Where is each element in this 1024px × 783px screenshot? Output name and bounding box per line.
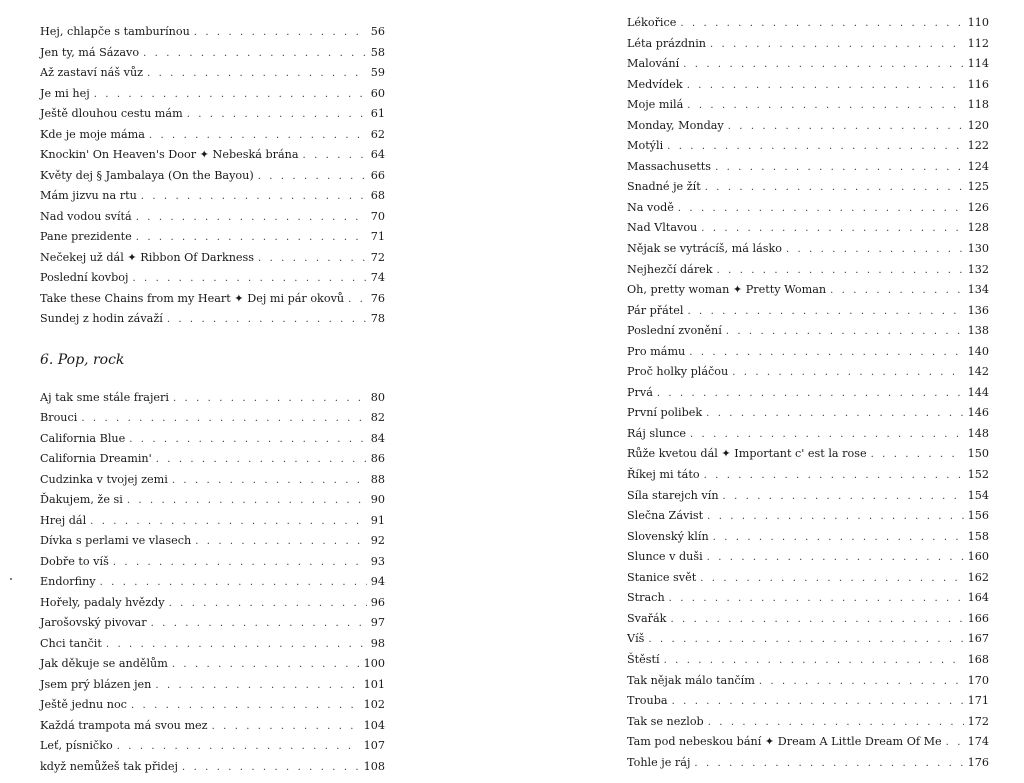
- toc-entry-page-number: 144: [967, 385, 989, 399]
- dot-leader: [680, 14, 963, 35]
- toc-entry-title: Motýli: [627, 139, 664, 153]
- stray-mark: [10, 578, 12, 580]
- dot-leader: [704, 466, 964, 487]
- toc-entry-title: California Blue: [40, 431, 126, 445]
- toc-entry: [627, 116, 989, 137]
- toc-entry: [40, 166, 385, 187]
- toc-entry: [627, 321, 989, 342]
- dot-leader: [670, 610, 963, 631]
- toc-entry-title: Knockin' On Heaven's Door ✦ Nebeská brána: [40, 148, 299, 161]
- toc-entry-page-number: 60: [370, 86, 385, 100]
- toc-entry-title: Massachusetts: [627, 159, 712, 173]
- toc-entry-title: Brouci: [40, 411, 78, 424]
- toc-entry-title: Hej, chlapče s tamburínou: [40, 25, 190, 38]
- toc-entry: [627, 506, 989, 527]
- toc-entry-page-number: 91: [370, 513, 385, 527]
- toc-entry-page-number: 102: [363, 698, 385, 711]
- dot-leader: [136, 228, 367, 249]
- toc-entry-page-number: 100: [363, 657, 385, 670]
- toc-entry-page-number: 104: [363, 718, 385, 732]
- dot-leader: [694, 754, 963, 775]
- toc-entry-title: Pár přátel: [627, 303, 684, 317]
- toc-right-column: [627, 13, 989, 773]
- toc-entry-title: Tohle je ráj: [627, 755, 691, 769]
- toc-entry: [40, 207, 385, 228]
- dot-leader: [707, 507, 964, 528]
- dot-leader: [348, 290, 367, 311]
- dot-leader: [946, 733, 964, 754]
- dot-leader: [136, 208, 367, 229]
- toc-entry: [40, 22, 385, 43]
- toc-entry: [40, 634, 385, 655]
- toc-entry: [627, 239, 989, 260]
- toc-entry-title: Ráj slunce: [627, 426, 686, 440]
- toc-entry: [40, 125, 385, 146]
- toc-entry-page-number: 64: [370, 148, 385, 161]
- toc-entry-title: Štěstí: [627, 652, 660, 666]
- toc-entry-title: Ještě jednu noc: [40, 698, 127, 711]
- dot-leader: [706, 404, 963, 425]
- toc-entry-page-number: 176: [967, 755, 989, 769]
- toc-entry-title: Cudzinka v tvojej zemi: [40, 472, 168, 486]
- toc-entry-page-number: 160: [967, 550, 989, 564]
- toc-entry-page-number: 150: [967, 447, 989, 461]
- toc-entry: [627, 260, 989, 281]
- toc-entry: [627, 568, 989, 589]
- toc-entry: [40, 552, 385, 573]
- toc-entry: [40, 470, 385, 491]
- toc-entry-title: Tam pod nebeskou bání ✦ Dream A Little Dream Of Me: [627, 735, 942, 749]
- toc-entry: [627, 34, 989, 55]
- toc-entry-title: Snadné je žít: [627, 180, 701, 194]
- toc-entry: [627, 383, 989, 404]
- toc-entry-title: Ďakujem, že si: [40, 493, 123, 506]
- toc-entry: [627, 691, 989, 712]
- toc-entry-page-number: 170: [967, 673, 989, 687]
- toc-entry: [40, 145, 385, 166]
- toc-entry-title: Síla starejch vín: [627, 488, 719, 502]
- toc-entry-title: Mám jizvu na rtu: [40, 189, 137, 202]
- toc-entry-title: Kde je moje máma: [40, 127, 145, 141]
- toc-entry: [627, 547, 989, 568]
- dot-leader: [830, 281, 964, 302]
- toc-entry-title: Moje milá: [627, 98, 684, 112]
- dot-leader: [127, 491, 367, 512]
- toc-entry-page-number: 146: [967, 406, 989, 420]
- toc-entry-title: Každá trampota má svou mez: [40, 718, 208, 732]
- toc-entry-page-number: 82: [370, 411, 385, 424]
- dot-leader: [664, 651, 964, 672]
- toc-entry-page-number: 134: [967, 283, 989, 297]
- toc-entry-page-number: 154: [967, 488, 989, 502]
- toc-entry: [40, 63, 385, 84]
- toc-entry-title: Květy dej § Jambalaya (On the Bayou): [40, 168, 254, 182]
- toc-entry: [627, 362, 989, 383]
- toc-entry-title: Chci tančit: [40, 636, 102, 650]
- toc-entry-page-number: 125: [967, 180, 989, 194]
- toc-entry-page-number: 92: [370, 534, 385, 547]
- toc-list-right: [627, 13, 989, 773]
- toc-entry-page-number: 174: [967, 735, 989, 749]
- toc-entry: [627, 13, 989, 34]
- dot-leader: [687, 96, 963, 117]
- toc-list-top: [40, 22, 385, 330]
- toc-entry-title: Prvá: [627, 385, 653, 399]
- toc-entry: [40, 757, 385, 778]
- toc-entry-page-number: 96: [370, 595, 385, 609]
- toc-entry-page-number: 132: [967, 262, 989, 276]
- dot-leader: [132, 269, 366, 290]
- toc-entry: [40, 511, 385, 532]
- dot-leader: [657, 384, 964, 405]
- toc-entry-title: Dívka s perlami ve vlasech: [40, 534, 192, 547]
- toc-entry-title: Endorfiny: [40, 575, 96, 588]
- toc-entry: [40, 268, 385, 289]
- toc-entry: [627, 732, 989, 753]
- toc-entry: [40, 227, 385, 248]
- dot-leader: [172, 471, 367, 492]
- toc-entry: [627, 157, 989, 178]
- toc-entry-page-number: 128: [967, 221, 989, 235]
- dot-leader: [212, 717, 360, 738]
- toc-entry-title: Medvídek: [627, 77, 683, 91]
- toc-entry-page-number: 136: [967, 303, 989, 317]
- toc-entry-page-number: 164: [967, 591, 989, 605]
- toc-entry-title: Ještě dlouhou cestu mám: [40, 107, 183, 120]
- toc-entry-title: Stanice svět: [627, 570, 697, 584]
- dot-leader: [683, 55, 963, 76]
- toc-entry-title: Pro mámu: [627, 344, 686, 358]
- dot-leader: [182, 758, 360, 779]
- dot-leader: [672, 692, 964, 713]
- toc-entry: [627, 54, 989, 75]
- dot-leader: [187, 105, 367, 126]
- toc-entry-page-number: 72: [370, 250, 385, 264]
- dot-leader: [669, 589, 964, 610]
- toc-entry-title: Víš: [627, 632, 645, 646]
- toc-entry-title: Nad vodou svítá: [40, 209, 132, 223]
- toc-entry-page-number: 108: [363, 759, 385, 773]
- toc-entry: [627, 136, 989, 157]
- toc-entry: [40, 490, 385, 511]
- toc-entry-page-number: 93: [370, 554, 385, 568]
- toc-entry: [40, 613, 385, 634]
- toc-entry-title: Růže kvetou dál ✦ Important c' est la rose: [627, 447, 867, 461]
- toc-entry-page-number: 167: [967, 632, 989, 646]
- toc-entry-title: Nad Vltavou: [627, 221, 698, 235]
- toc-entry-title: Proč holky pláčou: [627, 365, 729, 379]
- toc-entry: [627, 588, 989, 609]
- dot-leader: [172, 655, 360, 676]
- toc-entry-title: Lékořice: [627, 16, 677, 29]
- toc-entry-title: Na vodě: [627, 200, 674, 214]
- dot-leader: [151, 614, 367, 635]
- dot-leader: [147, 64, 367, 85]
- toc-entry-page-number: 76: [370, 291, 385, 305]
- toc-entry-page-number: 156: [967, 509, 989, 523]
- toc-entry-title: Poslední zvonění: [627, 324, 722, 338]
- toc-entry-title: Nejhezčí dárek: [627, 262, 713, 276]
- toc-entry-title: Leť, písničko: [40, 739, 113, 752]
- dot-leader: [687, 76, 964, 97]
- toc-entry: [40, 84, 385, 105]
- dot-leader: [705, 178, 964, 199]
- toc-entry: [40, 104, 385, 125]
- dot-leader: [258, 249, 367, 270]
- dot-leader: [155, 676, 359, 697]
- toc-entry-page-number: 116: [967, 77, 989, 91]
- dot-leader: [94, 85, 367, 106]
- dot-leader: [195, 532, 367, 553]
- dot-leader: [708, 713, 964, 734]
- toc-entry: [627, 609, 989, 630]
- toc-entry-title: Tak nějak málo tančím: [627, 673, 755, 687]
- toc-entry-title: Slečna Závist: [627, 509, 704, 523]
- toc-entry-page-number: 152: [967, 468, 989, 482]
- dot-leader: [717, 261, 964, 282]
- toc-entry: [627, 527, 989, 548]
- toc-entry-page-number: 74: [370, 271, 385, 284]
- toc-entry: [627, 218, 989, 239]
- toc-entry: [40, 43, 385, 64]
- dot-leader: [723, 487, 964, 508]
- toc-entry: [40, 593, 385, 614]
- toc-entry-page-number: 71: [370, 230, 385, 243]
- toc-entry-page-number: 101: [363, 677, 385, 691]
- toc-entry-page-number: 80: [370, 390, 385, 404]
- toc-entry-title: Monday, Monday: [627, 118, 724, 132]
- toc-entry-page-number: 126: [967, 200, 989, 214]
- toc-entry-title: Jarošovský pivovar: [40, 616, 147, 629]
- toc-entry-page-number: 162: [967, 570, 989, 584]
- dot-leader: [690, 425, 964, 446]
- toc-entry-title: Sundej z hodin závaží: [40, 312, 163, 325]
- toc-entry-page-number: 124: [967, 159, 989, 173]
- toc-entry: [40, 248, 385, 269]
- toc-entry-title: První polibek: [627, 406, 703, 420]
- toc-entry-title: Hrej dál: [40, 513, 87, 527]
- toc-entry-page-number: 70: [370, 209, 385, 223]
- toc-entry-page-number: 168: [967, 652, 989, 666]
- toc-entry-title: Nějak se vytrácíš, má lásko: [627, 242, 782, 256]
- toc-entry: [40, 654, 385, 675]
- toc-entry-page-number: 110: [967, 16, 989, 29]
- toc-entry-page-number: 140: [967, 344, 989, 358]
- dot-leader: [131, 696, 360, 717]
- toc-entry-page-number: 130: [967, 242, 989, 256]
- toc-list-pop-rock: [40, 388, 385, 778]
- toc-entry-page-number: 90: [370, 493, 385, 506]
- toc-entry-page-number: 158: [967, 529, 989, 543]
- dot-leader: [143, 44, 367, 65]
- toc-entry-page-number: 97: [370, 616, 385, 629]
- toc-entry: [627, 712, 989, 733]
- toc-entry-page-number: 142: [967, 365, 989, 379]
- toc-entry: [627, 444, 989, 465]
- toc-entry: [40, 186, 385, 207]
- toc-entry-title: Tak se nezlob: [627, 714, 704, 728]
- toc-entry-title: Nečekej už dál ✦ Ribbon Of Darkness: [40, 250, 255, 264]
- dot-leader: [90, 512, 367, 533]
- dot-leader: [667, 137, 963, 158]
- toc-entry: [627, 198, 989, 219]
- toc-entry: [627, 403, 989, 424]
- toc-entry-title: Oh, pretty woman ✦ Pretty Woman: [627, 283, 827, 297]
- toc-entry: [627, 650, 989, 671]
- toc-entry-page-number: 166: [967, 611, 989, 625]
- toc-entry: [627, 753, 989, 774]
- toc-entry: [40, 695, 385, 716]
- toc-entry: [40, 449, 385, 470]
- toc-entry: [40, 572, 385, 593]
- dot-leader: [726, 322, 964, 343]
- toc-entry-title: Take these Chains from my Heart ✦ Dej mi pár okovů: [40, 291, 345, 305]
- dot-leader: [715, 158, 964, 179]
- toc-entry-page-number: 138: [967, 324, 989, 338]
- toc-left-column: [40, 22, 385, 777]
- dot-leader: [113, 553, 367, 574]
- toc-entry-page-number: 61: [370, 107, 385, 120]
- toc-entry-title: Slunce v duši: [627, 550, 703, 564]
- toc-entry-page-number: 88: [370, 472, 385, 486]
- dot-leader: [258, 167, 367, 188]
- toc-entry: [40, 309, 385, 330]
- toc-entry-title: Slovenský klín: [627, 529, 709, 543]
- dot-leader: [700, 569, 963, 590]
- toc-entry: [40, 429, 385, 450]
- dot-leader: [117, 737, 360, 758]
- toc-entry-title: Dobře to víš: [40, 554, 109, 568]
- dot-leader: [141, 187, 367, 208]
- toc-entry-page-number: 107: [363, 739, 385, 752]
- toc-entry-page-number: 172: [967, 714, 989, 728]
- toc-entry: [627, 177, 989, 198]
- toc-entry-page-number: 171: [967, 694, 989, 708]
- toc-entry-page-number: 84: [370, 431, 385, 445]
- toc-entry-title: Poslední kovboj: [40, 271, 129, 284]
- toc-entry-page-number: 114: [967, 57, 989, 71]
- toc-entry: [40, 408, 385, 429]
- dot-leader: [759, 672, 964, 693]
- dot-leader: [701, 219, 963, 240]
- dot-leader: [786, 240, 964, 261]
- toc-entry: [627, 629, 989, 650]
- dot-leader: [678, 199, 964, 220]
- toc-entry-title: Jsem prý blázen jen: [40, 677, 152, 691]
- toc-entry-title: Strach: [627, 591, 665, 605]
- dot-leader: [129, 430, 367, 451]
- toc-entry-page-number: 59: [370, 66, 385, 79]
- dot-leader: [687, 302, 963, 323]
- toc-entry-page-number: 120: [967, 118, 989, 132]
- toc-entry-title: Říkej mi táto: [627, 468, 700, 482]
- toc-entry-page-number: 122: [967, 139, 989, 153]
- toc-entry: [627, 280, 989, 301]
- toc-entry: [40, 736, 385, 757]
- dot-leader: [710, 35, 964, 56]
- toc-entry: [627, 424, 989, 445]
- toc-entry: [40, 716, 385, 737]
- toc-entry-title: Trouba: [627, 694, 668, 708]
- toc-entry-title: Jak děkuje se andělům: [40, 657, 168, 670]
- dot-leader: [100, 573, 367, 594]
- toc-entry-page-number: 62: [370, 127, 385, 141]
- toc-entry: [40, 531, 385, 552]
- toc-entry: [627, 671, 989, 692]
- toc-entry-title: California Dreamin': [40, 452, 152, 465]
- dot-leader: [648, 630, 963, 651]
- toc-entry-page-number: 94: [370, 575, 385, 588]
- toc-entry-page-number: 68: [370, 189, 385, 202]
- toc-entry: [40, 675, 385, 696]
- toc-entry-title: Svařák: [627, 611, 667, 625]
- dot-leader: [81, 409, 366, 430]
- toc-entry-page-number: 66: [370, 168, 385, 182]
- dot-leader: [167, 310, 367, 331]
- toc-entry: [627, 465, 989, 486]
- toc-entry: [627, 95, 989, 116]
- toc-entry-title: Aj tak sme stále frajeri: [40, 390, 169, 404]
- dot-leader: [106, 635, 367, 656]
- toc-entry-title: Pane prezidente: [40, 230, 132, 243]
- toc-entry-page-number: 56: [370, 25, 385, 38]
- toc-entry-title: Malování: [627, 57, 680, 71]
- toc-entry: [627, 75, 989, 96]
- toc-entry-page-number: 148: [967, 426, 989, 440]
- toc-entry-page-number: 78: [370, 312, 385, 325]
- dot-leader: [871, 445, 964, 466]
- toc-entry-page-number: 58: [370, 45, 385, 59]
- dot-leader: [149, 126, 367, 147]
- toc-entry-title: Léta prázdnin: [627, 36, 706, 50]
- toc-entry: [627, 486, 989, 507]
- toc-entry: [40, 289, 385, 310]
- dot-leader: [732, 363, 963, 384]
- dot-leader: [689, 343, 963, 364]
- toc-entry-page-number: 112: [967, 36, 989, 50]
- dot-leader: [707, 548, 964, 569]
- toc-entry: [627, 301, 989, 322]
- toc-entry-title: když nemůžeš tak přidej: [40, 759, 179, 773]
- toc-entry-title: Jen ty, má Sázavo: [40, 45, 140, 59]
- dot-leader: [303, 146, 367, 167]
- dot-leader: [713, 528, 964, 549]
- toc-entry-title: Hořely, padaly hvězdy: [40, 595, 165, 609]
- toc-entry-page-number: 86: [370, 452, 385, 465]
- toc-entry-title: Je mi hej: [40, 86, 90, 100]
- dot-leader: [194, 23, 367, 44]
- toc-entry: [40, 388, 385, 409]
- toc-entry-page-number: 118: [967, 98, 989, 112]
- section-heading: 6. Pop, rock: [40, 351, 125, 368]
- dot-leader: [169, 594, 367, 615]
- toc-entry: [627, 342, 989, 363]
- dot-leader: [173, 389, 367, 410]
- dot-leader: [728, 117, 964, 138]
- toc-entry-page-number: 98: [370, 636, 385, 650]
- dot-leader: [156, 450, 367, 471]
- toc-entry-title: Až zastaví náš vůz: [40, 66, 144, 79]
